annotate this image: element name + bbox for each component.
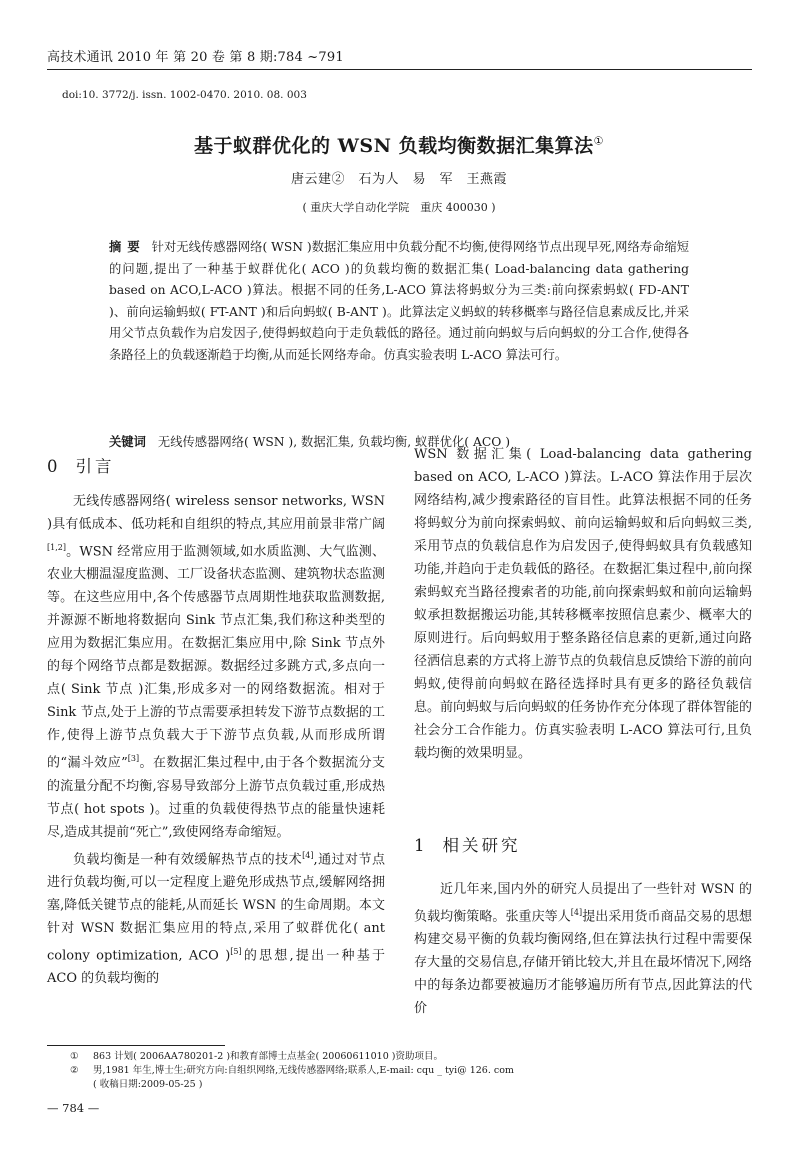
section-number: 0 <box>47 457 58 476</box>
section-title: 引言 <box>75 457 115 476</box>
text-run: 近几年来,国内外的研究人员提出了一些针对 WSN 的负载均衡策略。张重庆等人 <box>414 882 752 925</box>
right-column-bottom <box>414 878 752 1020</box>
left-column <box>47 490 385 990</box>
received-date <box>70 1078 514 1092</box>
footnote-mark: ① <box>70 1051 79 1062</box>
footnote-text: 男,1981 年生,博士生;研究方向:自组织网络,无线传感器网络;联系人,E-mail: cqu _ tyi@ 126. com <box>93 1065 514 1076</box>
section-heading-intro <box>47 453 115 477</box>
section-number: 1 <box>414 836 425 855</box>
footnote-rule <box>47 1045 225 1046</box>
intro-paragraph-continued: WSN 数据汇集( Load-balancing data gathering based on ACO, L-ACO )算法。L-ACO 算法作用于层次网络结构,减少搜索路径的盲目性。此算法根据不同的任务将蚂蚁分为前向探索蚂蚁、前向运输蚂蚁和后向蚂蚁三类,采用节点的负载信息作为启发因子,使得蚂蚁具有负载感知功能,并趋向于走负载低的路径。在数据汇集过程中,前向探索蚂蚁充当路径搜索者的功能,前向探索蚂蚁和前向运输蚂蚁承担数据搬运功能,其转移概率按照信息素少、概率大的原则进行。后向蚂蚁用于整条路径信息素的更新,通过向路径洒信息素的方式将上游节点的负载信息反馈给下游的前向蚂蚁,使得前向蚂蚁在路径选择时具有更多的路径负载信息。前向蚂蚁与后向蚂蚁的任务协作充分体现了群体智能的社会分工合作能力。仿真实验表明 L-ACO 算法可行,且负载均衡的效果明显。 <box>414 447 753 761</box>
footnote <box>70 1050 514 1064</box>
section-heading-related <box>414 832 521 856</box>
citation: [4] <box>570 908 583 917</box>
related-paragraph-1 <box>414 878 752 1020</box>
page-number: — 784 — <box>47 1101 100 1115</box>
keywords-text: 无线传感器网络( WSN ), 数据汇集, 负载均衡, 蚁群优化( ACO ) <box>157 435 511 449</box>
citation: [4] <box>302 850 314 860</box>
citation: [3] <box>127 754 140 764</box>
header-rule <box>47 69 752 70</box>
footnote-mark: ② <box>70 1065 79 1076</box>
text-run: 。WSN 经常应用于监测领域,如水质监测、大气监测、农业大棚温湿度监测、工厂设备状态监测、建筑物状态监测等。在这些应用中,各个传感器节点周期性地获取监测数据,并源源不断地将数据向 Sink 节点汇集,我们称这种类型的应用为数据汇集应用。在数据汇集应用中,除 Sink 节点外的每个网络节点都是数据源。数据经过多跳方式,多点向一点( Sink 节点 )汇集,形成多对一的网络数据流。相对于 Sink 节点,处于上游的节点需要承担转发下游节点数据的工作,使得上游节点负载大于下游节点负载,从而形成所谓的“漏斗效应” <box>47 544 386 771</box>
title-footnote-mark: ① <box>593 134 605 148</box>
paper-title <box>0 131 798 158</box>
keywords-label: 关键词 <box>109 434 146 449</box>
text-run: 的思想,提出一种基于 ACO 的负载均衡的 <box>47 948 385 987</box>
intro-paragraph-1 <box>47 490 385 844</box>
section-title: 相关研究 <box>442 836 521 855</box>
footnote-text: 863 计划( 2006AA780201-2 )和教育部博士点基金( 20060611010 )资助项目。 <box>93 1051 443 1062</box>
affiliation: ( 重庆大学自动化学院 重庆 400030 ) <box>302 201 496 214</box>
right-column-top <box>414 443 752 765</box>
text-run: 无线传感器网络( wireless sensor networks, WSN )具有低成本、低功耗和自组织的特点,其应用前景非常广阔 <box>47 494 385 532</box>
footnote <box>70 1064 514 1078</box>
authors: 唐云建② 石为人 易 军 王燕霞 <box>290 172 507 187</box>
footnote-text: ( 收稿日期:2009-05-25 ) <box>93 1079 203 1090</box>
footnotes <box>70 1050 514 1092</box>
paper-title-text: 基于蚁群优化的 WSN 负载均衡数据汇集算法 <box>193 135 594 157</box>
text-run: ,通过对节点进行负载均衡,可以一定程度上避免形成热节点,缓解网络拥塞,降低关键节点的能耗,从而延长 WSN 的生命周期。本文针对 WSN 数据汇集应用的特点,采用了蚁群优化( ant colony optimization, ACO ) <box>47 851 385 964</box>
citation: [5] <box>230 946 242 956</box>
text-run: 负载均衡是一种有效缓解热节点的技术 <box>73 851 303 867</box>
text-run: 提出采用货币商品交易的思想构建交易平衡的负载均衡网络,但在算法执行过程中需要保存大量的交易信息,存储开销比较大,并且在最坏情况下,网络中的每条边都要被遍历才能够遍历所有节点,因此算法的代价 <box>414 909 752 1017</box>
doi: doi:10. 3772/j. issn. 1002-0470. 2010. 08. 003 <box>62 89 307 101</box>
abstract-label: 摘要 <box>109 239 146 254</box>
text-run: 。在数据汇集过程中,由于各个数据流分支的流量分配不均衡,容易导致部分上游节点负载过重,形成热节点( hot spots )。过重的负载使得热节点的能量快速耗尽,造成其提前“死亡”,致使网络寿命缩短。 <box>47 755 385 840</box>
abstract-text: 针对无线传感器网络( WSN )数据汇集应用中负载分配不均衡,使得网络节点出现早死,网络寿命缩短的问题,提出了一种基于蚁群优化( ACO )的负载均衡的数据汇集( Load-balancing data gathering based on ACO,L-ACO )算法。根据不同的任务,L-ACO 算法将蚂蚁分为三类:前向探索蚂蚁( FD-ANT )、前向运输蚂蚁( FT-ANT )和后向蚂蚁( B-ANT )。此算法定义蚂蚁的转移概率与路径信息素成反比,并采用父节点负载作为启发因子,使得蚂蚁趋向于走负载低的路径。通过前向蚂蚁与后向蚂蚁的分工合作,使得各条路径上的负载逐渐趋于均衡,从而延长网络寿命。仿真实验表明 L-ACO 算法可行。 <box>109 240 689 362</box>
abstract <box>109 236 689 367</box>
journal-header: 高技术通讯 2010 年 第 20 卷 第 8 期:784 ~791 <box>47 50 344 65</box>
citation: [1,2] <box>47 543 66 552</box>
intro-paragraph-2 <box>47 844 385 991</box>
